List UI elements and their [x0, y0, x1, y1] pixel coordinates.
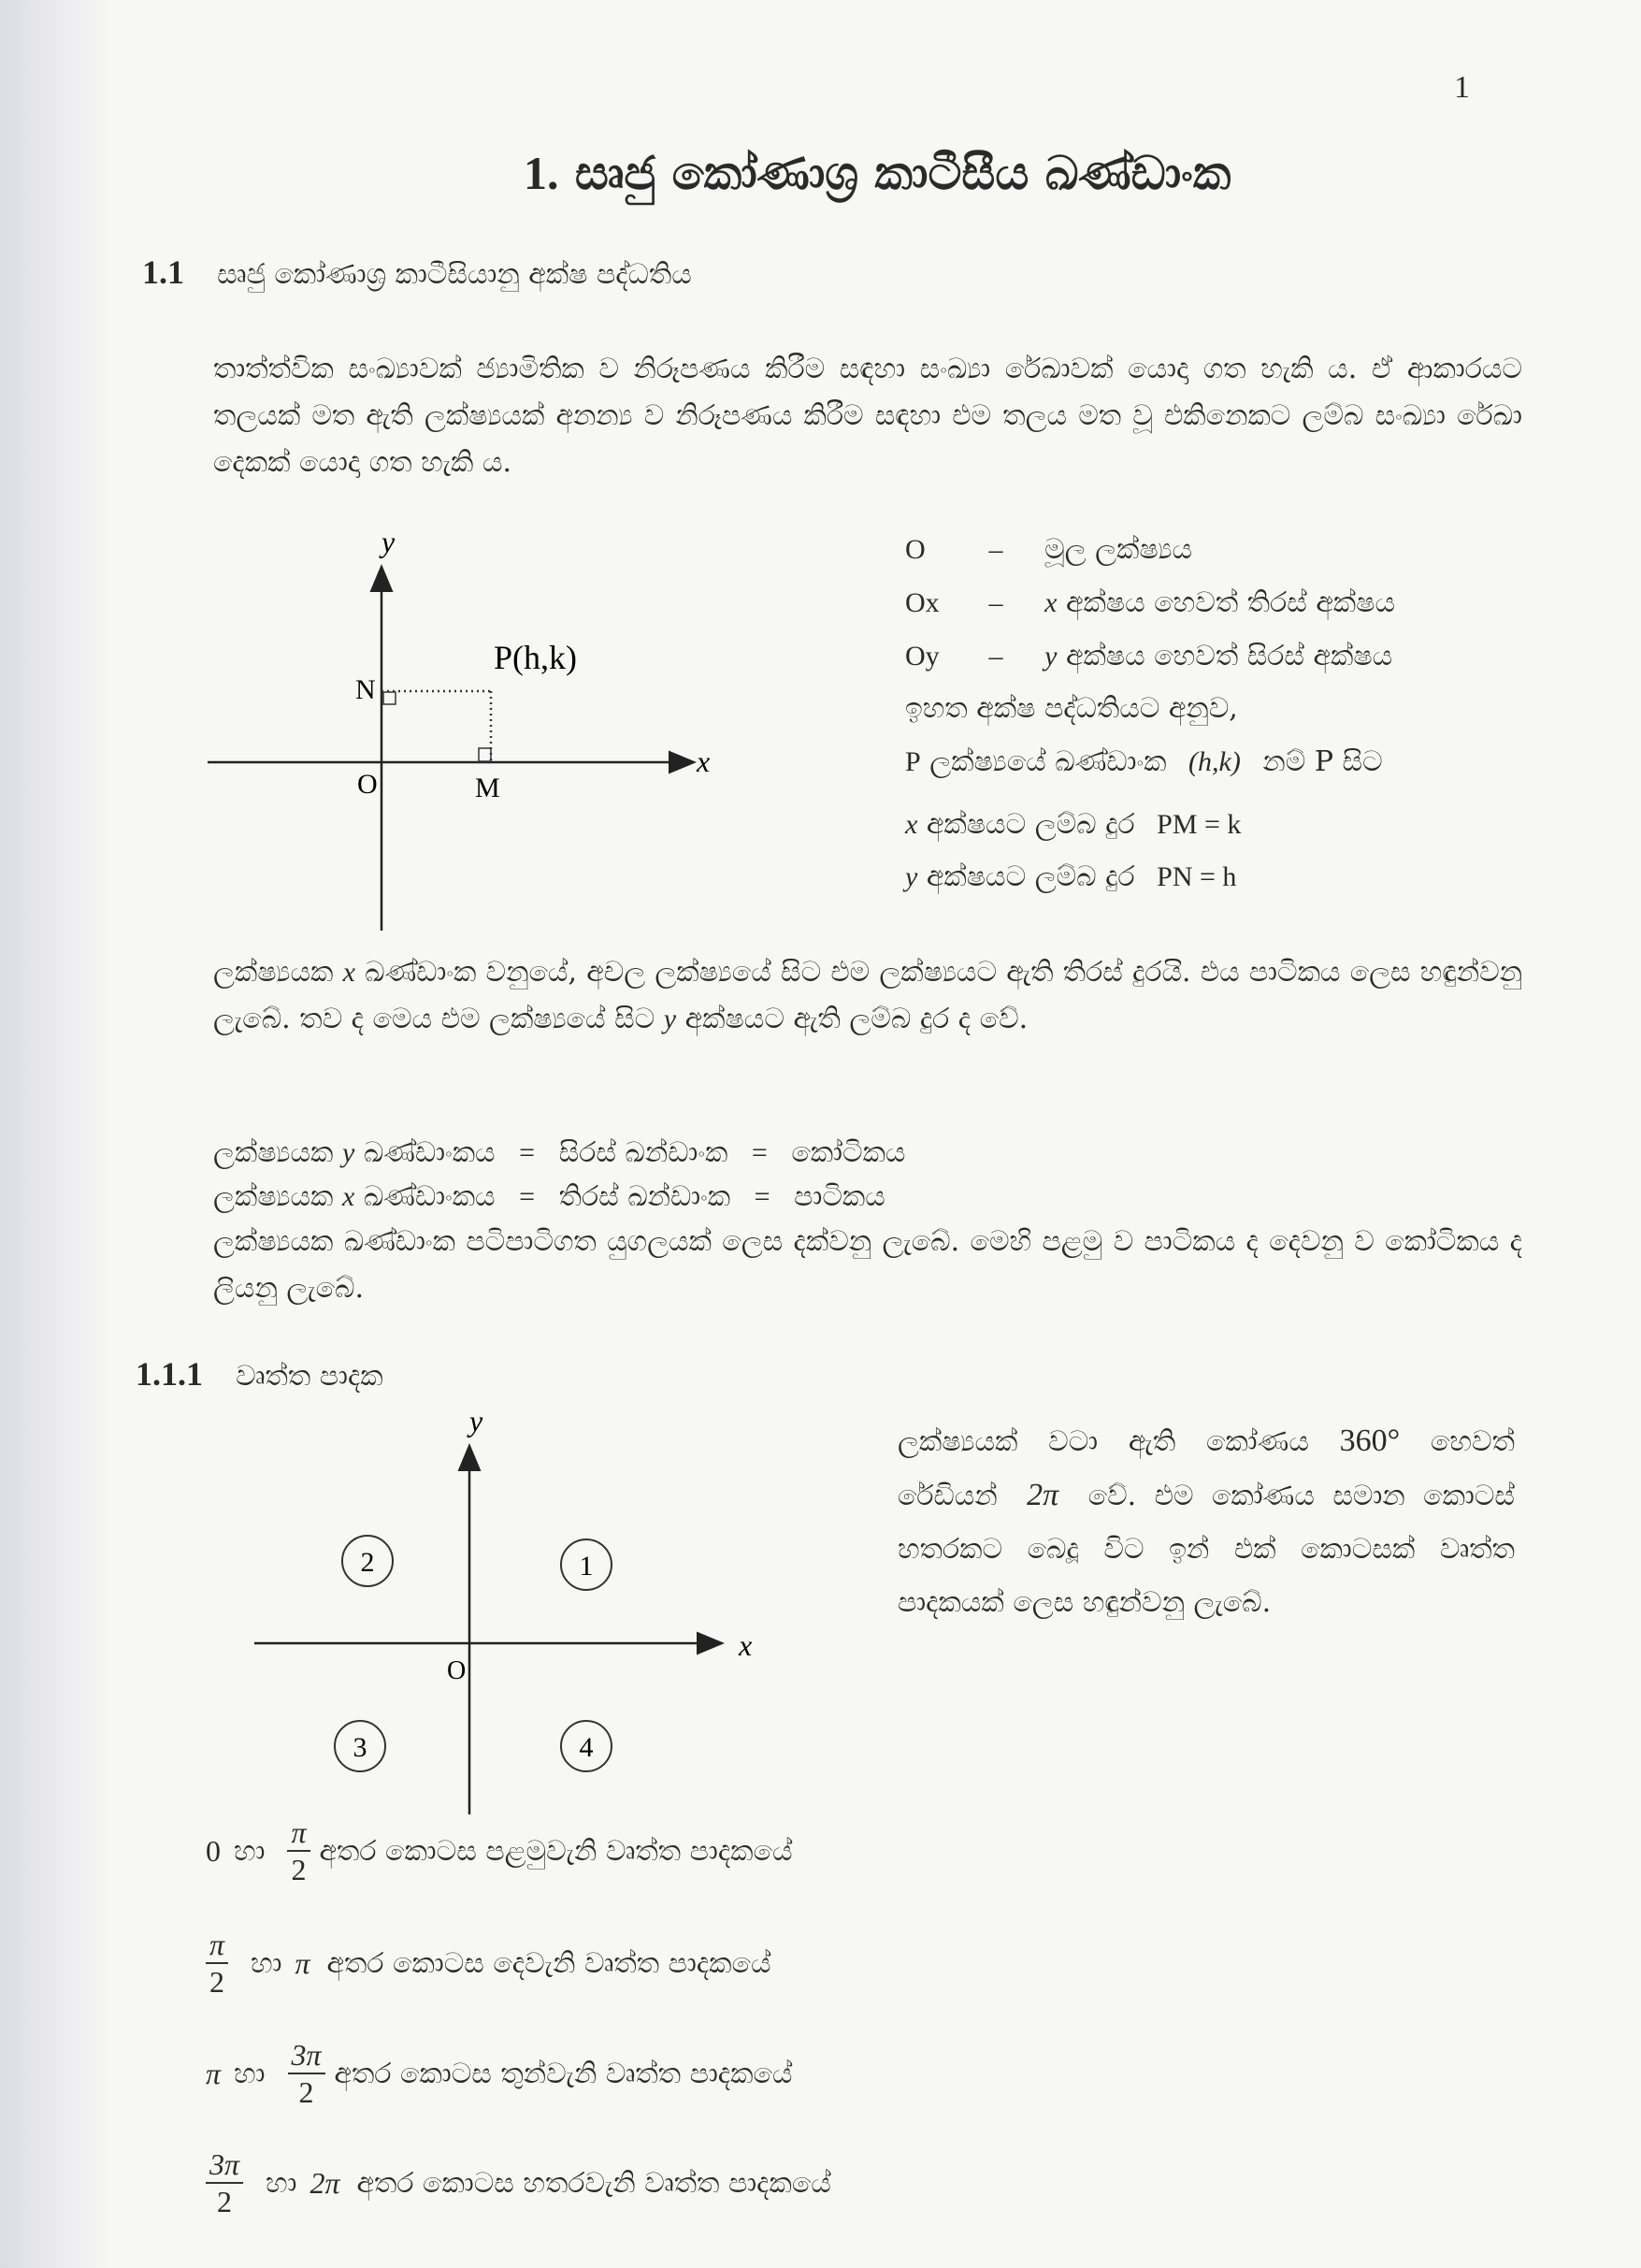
ordered-pair-paragraph: ලක්ෂ්‍යයක ඛණ්ඩාංක පටිපාටිගත යුගලයක් ලෙස දක්වනු ලැබේ. මෙහි පළමු ව පාටිකය ද දෙවනු ව කෝටිකය ද ලියනු ලැබේ. — [213, 1225, 1522, 1305]
legend-pn: y අක්ෂයට ලම්බ දුර PN = h — [905, 860, 1237, 893]
quadrants-figure — [215, 1403, 795, 1819]
y-axis-label: y — [469, 1404, 483, 1437]
section-title: සෘජු කෝණාශ්‍ර කාටීසියානු අක්ෂ පද්ධතිය — [217, 258, 692, 291]
quadrant-3-marker — [335, 1721, 385, 1771]
chapter-title — [524, 145, 1231, 201]
abscissa-paragraph: ලක්ෂ්‍යයක x ඛණ්ඩාංක වනුයේ, අචල ලක්ෂ්‍යයේ සිට එම ලක්ෂ්‍යයට ඇති තිරස් දුරයි. එය පාටිකය ලෙස හඳුන්වනු ලැබේ. තව ද මෙය එම ලක්ෂ්‍යයේ සිට y අක්ෂයට ඇති ලම්බ දුර ද වේ. — [213, 956, 1522, 1035]
quadrant-range-2: $\frac{\pi}{2}$ හා π අතර කොටස දෙවැනි වෘත්ත පාදකයේ — [206, 1927, 771, 2000]
section-1-1-1-heading — [136, 1354, 383, 1394]
quadrant-2-marker — [342, 1536, 393, 1586]
x-axis-label: x — [697, 744, 711, 778]
quadrant-4-marker — [561, 1721, 612, 1771]
legend-point-p: P ලක්ෂ්‍යයේ ඛණ්ඩාංක (h,k) නම් P සිට — [905, 745, 1383, 778]
svg-text:4: 4 — [579, 1732, 594, 1763]
x-axis-label: x — [739, 1628, 753, 1662]
svg-text:2: 2 — [360, 1547, 375, 1578]
origin-label: O — [357, 769, 378, 800]
section-1-1-heading — [142, 253, 692, 292]
fraction: $\frac{3\pi}{2}$ — [206, 2146, 243, 2219]
legend-y-axis: Oy – y අක්ෂය හෙවත් සිරස් අක්ෂය — [905, 640, 1393, 672]
page-edge-shadow — [0, 0, 112, 2268]
subsection-title: වෘත්ත පාදක — [236, 1360, 383, 1393]
svg-text:1: 1 — [579, 1551, 594, 1582]
point-p-label: P(h,k) — [494, 639, 577, 676]
definition-abscissa: ලක්ෂ්‍යයක x ඛණ්ඩාංකය = තිරස් ඛන්ඩාංක = පාටිකය — [213, 1180, 885, 1213]
legend-according: ඉහත අක්ෂ පද්ධතියට අනුව, — [905, 692, 1238, 725]
origin-label: O — [447, 1656, 467, 1685]
point-m-label: M — [475, 773, 500, 803]
chapter-title-text: සෘජු කෝණාශ්‍ර කාටීසීය ඛණ්ඩාංක — [574, 145, 1231, 200]
quadrant-1-marker — [561, 1539, 612, 1590]
svg-text:3: 3 — [353, 1732, 367, 1763]
quadrant-range-4: $\frac{3\pi}{2}$ හා 2π අතර කොටස හතරවැනි වෘත්ත පාදකයේ — [206, 2146, 831, 2219]
section-number: 1.1 — [142, 253, 184, 291]
y-axis-label: y — [381, 525, 396, 558]
right-angle-mark-m — [479, 748, 491, 761]
right-angle-mark-n — [383, 692, 396, 704]
quadrant-description: ලක්ෂ්‍යයක් වටා ඇති කෝණය 360° හෙවත් රේඩියන් 2π වේ. එම කෝණය සමාන කොටස් හතරකට බෙදූ විට ඉන් එක් කොටසක් වෘත්ත පාදකයක් ලෙස හඳුන්වනු ලැබේ. — [898, 1423, 1515, 1619]
page-number: 1 — [1454, 70, 1470, 105]
coordinate-axes-figure — [187, 514, 795, 935]
quadrant-range-3: π හා $\frac{3\pi}{2}$ අතර කොටස තුන්වැනි වෘත්ත පාදකයේ — [206, 2038, 793, 2109]
fraction: $\frac{\pi}{2}$ — [287, 1814, 309, 1887]
subsection-number: 1.1.1 — [136, 1355, 203, 1393]
fraction: $\frac{3\pi}{2}$ — [288, 2037, 325, 2110]
quadrant-range-1: 0 හා $\frac{\pi}{2}$ අතර කොටස පළමුවැනි වෘත්ත පාදකයේ — [206, 1815, 793, 1886]
legend-x-axis: Ox – x අක්ෂය හෙවත් තිරස් අක්ෂය — [905, 586, 1396, 619]
definition-ordinate: ලක්ෂ්‍යයක y ඛණ්ඩාංකය = සිරස් ඛන්ඩාංක = කෝටිකය — [213, 1136, 906, 1169]
fraction: $\frac{\pi}{2}$ — [206, 1927, 228, 2000]
intro-paragraph: තාත්ත්වික සංඛ්‍යාවක් ජ්‍යාමිතික ව නිරූපණය කිරීම සඳහා සංඛ්‍යා රේඛාවක් යොදා ගත හැකි ය. ඒ ආකාරයට තලයක් මත ඇති ලක්ෂ්‍යයක් අනන්‍ය ව නිරූපණය කිරීම සඳහා එම තලය මත වූ එකිනෙකට ලම්බ සංඛ්‍යා රේඛා දෙකක් යොදා ගත හැකි ය. — [213, 353, 1522, 479]
legend-pm: x අක්ෂයට ලම්බ දුර PM = k — [905, 808, 1242, 841]
legend-origin: O – මූල ලක්ෂ්‍යය — [905, 533, 1193, 566]
chapter-number: 1. — [524, 147, 559, 199]
point-n-label: N — [355, 674, 376, 705]
